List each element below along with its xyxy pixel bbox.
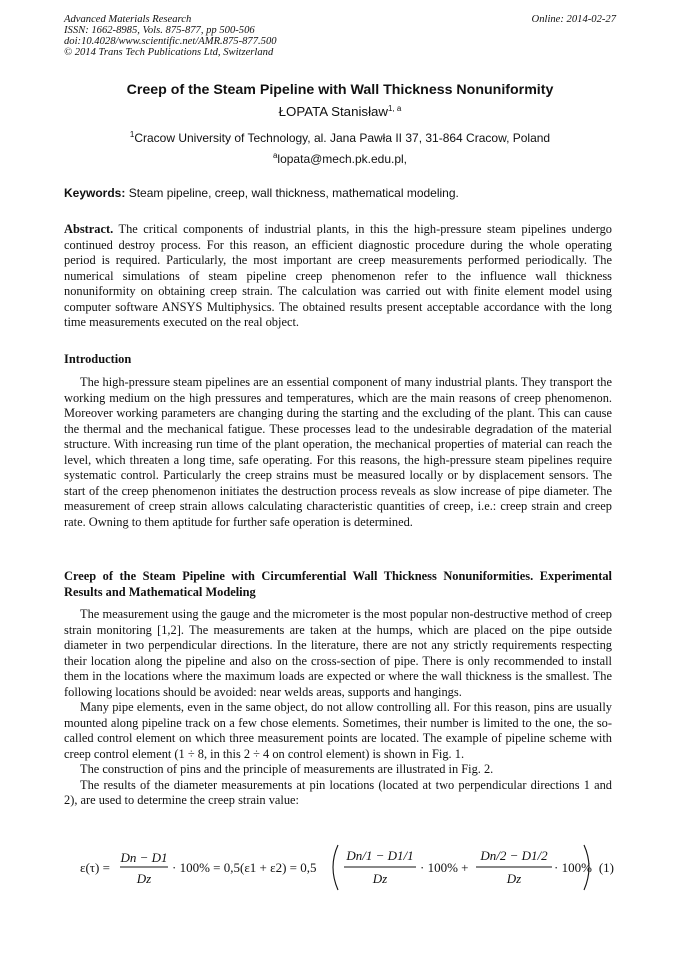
journal-doi: doi:10.4028/www.scientific.net/AMR.875-877.500 [64,36,277,47]
affiliation-mark: 1 [129,130,135,139]
section2-heading: Creep of the Steam Pipeline with Circumferential Wall Thickness Nonuniformities. Experimental Results and Mathematical Modeling [64,569,612,599]
online-date: Online: 2014-02-27 [531,14,616,25]
section2-paragraph-4: The results of the diameter measurements at pin locations (located at two perpendicular directions 1 and 2), are used to determine the creep strain value: [64,777,612,807]
equation-1 [64,840,616,896]
eq-number: (1) [598,860,614,875]
section2-paragraph-3: The construction of pins and the principle of measurements are illustrated in Fig. 2. [80,762,494,776]
affiliation [64,131,616,145]
introduction-heading: Introduction [64,352,132,366]
keywords [64,186,616,200]
author-name: ŁOPATA Stanisław [278,104,389,119]
author-email [64,152,616,166]
keywords-label: Keywords: [64,186,126,200]
affiliation-text: Cracow University of Technology, al. Jana Pawła II 37, 31-864 Cracow, Poland [134,131,551,145]
eq-mult2: · 100% + [420,860,469,875]
email-mark: a [272,151,278,160]
eq-paren-left [333,845,338,890]
paper-title: Creep of the Steam Pipeline with Wall Thickness Nonuniformity [126,82,554,98]
eq-mult3: · 100% [554,860,592,875]
journal-issn: ISSN: 1662-8985, Vols. 875-877, pp 500-506 [64,25,255,36]
eq-mult1: · 100% = 0,5(ε1 + ε2) = 0,5 [172,860,317,875]
abstract [64,222,612,331]
eq-f1-den: Dz [136,871,152,886]
eq-f2-den: Dz [372,871,388,886]
journal-header [64,14,616,58]
introduction-paragraph: The high-pressure steam pipelines are an essential component of many industrial plants. They transport the working medium on the high pressures and temperatures, which are the main reasons of creep phenomenon. Moreover working parameters are changing during the starting and the excluding of the plant. This can cause the thermal and the mechanical fatigue. These processes lead to the undesirable degradation of the material structure. With increasing run time of the plant operation, the mechanical properties of material can reach the level, which threaten a long time, safe operating. For this reasons, the high-pressure steam pipelines require systematic control. Particularly the creep strains must be measured locally or by displacement sensors. The start of the creep phenomenon initiates the destruction process reveals as slow increase of pipe diameter. The measurement of creep strain allows calculating characteristic quantities of creep, i.e.: creep strain and creep rate. Owning to them aptitude for further safe operation is determined. [64,375,612,529]
eq-f1-num: Dn − D1 [120,850,168,865]
journal-name: Advanced Materials Research [64,14,192,25]
eq-f3-num: Dn/2 − D1/2 [480,848,548,863]
eq-f2-num: Dn/1 − D1/1 [346,848,414,863]
section2-paragraph-2: Many pipe elements, even in the same object, do not allow controlling all. For this reason, pins are usually mounted along pipeline track on a few chose elements. Sometimes, their number is limited to the one, the so-called control element on which three measurement points are located. The example of pipeline scheme with creep control element (1 ÷ 8, in this 2 ÷ 4 on control element) is shown in Fig. 1. [64,700,612,761]
section2-body [64,607,612,809]
journal-copyright: © 2014 Trans Tech Publications Ltd, Switzerland [64,47,274,58]
section2-paragraph-1: The measurement using the gauge and the micrometer is the most popular non-destructive method of creep strain monitoring [1,2]. The measurements are taken at the humps, which are placed on the pipe outside diameter in two perpendicular directions. In the literature, there are not any strictly requirements respecting their location along the pipeline and also on the cross-section of pipe. There is only recommended to install them in the locations where the maximum loads are expected or where the wall thickness is the smallest. The following locations should be avoided: near welds areas, supports and hangings. [64,607,612,699]
email-text: lopata@mech.pk.edu.pl, [277,152,408,166]
keywords-text: Steam pipeline, creep, wall thickness, mathematical modeling. [128,186,459,200]
eq-f3-den: Dz [506,871,522,886]
abstract-label: Abstract. [64,222,114,236]
abstract-text: The critical components of industrial plants, in this the high-pressure steam pipelines undergo continued destroy process. For this reason, an efficient diagnostic procedure during the whole operating period is required. Particularly, the most important are creep measurements performed periodically. The numerical simulations of steam pipeline creep phenomenon refer to the influence wall thickness nonuniformity on obtaining creep strain. The calculation was carried out with finite element model using computer software ANSYS Multiphysics. The obtained results present acceptable accordance with the long time measurements executed on the real object. [64,222,612,329]
author-marks: 1, a [388,104,402,113]
eq-lhs: ε(τ) = [80,860,110,875]
author-line [64,104,616,119]
introduction-body [64,375,612,530]
